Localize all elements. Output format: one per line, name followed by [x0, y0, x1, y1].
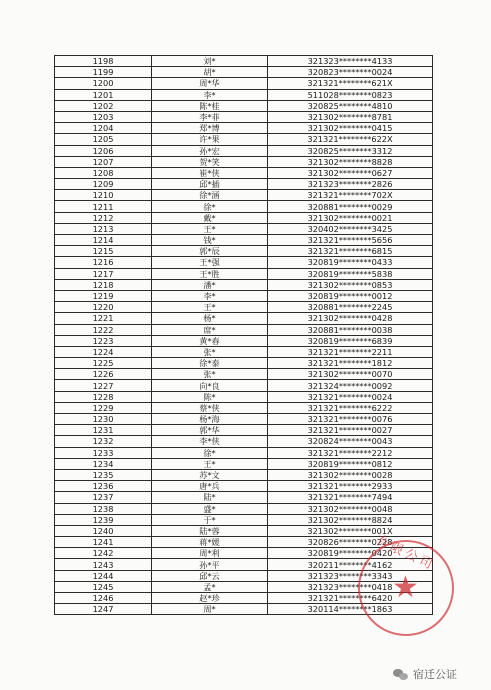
- person-name: 苏*文: [152, 469, 268, 480]
- person-name: 郭*辰: [152, 246, 268, 257]
- row-number: 1208: [55, 167, 152, 178]
- table-row: [55, 100, 433, 111]
- table-row: [55, 279, 433, 290]
- table-row: [55, 380, 433, 391]
- table-row: [55, 436, 433, 447]
- id-number: 321321********621X: [268, 78, 433, 89]
- table-row: [55, 346, 433, 357]
- person-name: 王*胜: [152, 268, 268, 279]
- row-number: 1204: [55, 123, 152, 134]
- row-number: 1201: [55, 89, 152, 100]
- table-row: [55, 313, 433, 324]
- person-name: 孙*平: [152, 559, 268, 570]
- person-name: 于*: [152, 514, 268, 525]
- table-row: [55, 402, 433, 413]
- table-row: [55, 324, 433, 335]
- row-number: 1221: [55, 313, 152, 324]
- id-number: 321321********6420: [268, 593, 433, 604]
- id-number: 321302********0028: [268, 469, 433, 480]
- row-number: 1219: [55, 290, 152, 301]
- row-number: 1236: [55, 481, 152, 492]
- row-number: 1234: [55, 458, 152, 469]
- id-number: 321302********8824: [268, 514, 433, 525]
- person-name: 张*: [152, 346, 268, 357]
- id-number: 320881********0038: [268, 324, 433, 335]
- table-row: [55, 246, 433, 257]
- person-name: 蒋*媛: [152, 537, 268, 548]
- company-seal: [358, 532, 454, 636]
- person-name: 蔡*侠: [152, 402, 268, 413]
- id-number: 320826********0228: [268, 537, 433, 548]
- person-name: 陈*桂: [152, 100, 268, 111]
- person-name: 周*: [152, 604, 268, 615]
- table-row: [55, 268, 433, 279]
- person-name: 郭*华: [152, 425, 268, 436]
- id-number: 320881********0029: [268, 201, 433, 212]
- row-number: 1233: [55, 447, 152, 458]
- table-row: [55, 514, 433, 525]
- person-name: 黄*春: [152, 335, 268, 346]
- person-name: 周*利: [152, 548, 268, 559]
- table-row: [55, 223, 433, 234]
- id-number: 321302********0048: [268, 503, 433, 514]
- person-name: 孙*宏: [152, 145, 268, 156]
- table-row: [55, 56, 433, 67]
- id-number: 321321********0027: [268, 425, 433, 436]
- id-number: 321321********6815: [268, 246, 433, 257]
- row-number: 1224: [55, 346, 152, 357]
- id-number: 321323********0418: [268, 581, 433, 592]
- table-row: [55, 212, 433, 223]
- row-number: 1235: [55, 469, 152, 480]
- table-row: [55, 78, 433, 89]
- person-name: 戴*: [152, 212, 268, 223]
- table-row: [55, 145, 433, 156]
- table-row: [55, 67, 433, 78]
- row-number: 1237: [55, 492, 152, 503]
- id-number: 320819********0812: [268, 458, 433, 469]
- row-number: 1241: [55, 537, 152, 548]
- row-number: 1203: [55, 111, 152, 122]
- table-row: [55, 179, 433, 190]
- id-number: 321302********0415: [268, 123, 433, 134]
- person-name: 徐*泰: [152, 358, 268, 369]
- id-number: 321321********622X: [268, 134, 433, 145]
- row-number: 1230: [55, 414, 152, 425]
- table-row: [55, 335, 433, 346]
- id-number: 321302********8828: [268, 156, 433, 167]
- row-number: 1223: [55, 335, 152, 346]
- person-name: 王*: [152, 223, 268, 234]
- seal-ring-text: 有限公司: [372, 532, 438, 574]
- row-number: 1242: [55, 548, 152, 559]
- row-number: 1239: [55, 514, 152, 525]
- wechat-watermark: [393, 666, 457, 682]
- table-row: [55, 469, 433, 480]
- person-name: 李*: [152, 290, 268, 301]
- table-row: [55, 481, 433, 492]
- id-number: 320825********4810: [268, 100, 433, 111]
- id-number: 511028********0823: [268, 89, 433, 100]
- person-name: 杨*: [152, 313, 268, 324]
- person-name: 徐*涵: [152, 190, 268, 201]
- person-name: 李*侠: [152, 436, 268, 447]
- person-name: 孟*: [152, 581, 268, 592]
- id-number: 320819********0433: [268, 257, 433, 268]
- id-number: 321321********5656: [268, 235, 433, 246]
- row-number: 1245: [55, 581, 152, 592]
- id-number: 321321********2933: [268, 481, 433, 492]
- person-name: 陈*: [152, 391, 268, 402]
- table-row: [55, 290, 433, 301]
- id-number: 321323********2826: [268, 179, 433, 190]
- row-number: 1206: [55, 145, 152, 156]
- table-row: [55, 414, 433, 425]
- table-row: [55, 302, 433, 313]
- person-name: 周*华: [152, 78, 268, 89]
- id-number: 321321********702X: [268, 190, 433, 201]
- row-number: 1231: [55, 425, 152, 436]
- person-name: 崔*侠: [152, 167, 268, 178]
- id-number: 321302********0070: [268, 369, 433, 380]
- person-name: 邱*插: [152, 179, 268, 190]
- person-name: 王*: [152, 302, 268, 313]
- person-name: 许*果: [152, 134, 268, 145]
- person-name: 陆*: [152, 492, 268, 503]
- person-name: 杨*海: [152, 414, 268, 425]
- row-number: 1228: [55, 391, 152, 402]
- person-name: 徐*: [152, 201, 268, 212]
- table-row: [55, 358, 433, 369]
- id-number: 320819********0012: [268, 290, 433, 301]
- person-name: 盛*: [152, 503, 268, 514]
- person-name: 李*菲: [152, 111, 268, 122]
- person-name: 胡*: [152, 67, 268, 78]
- id-number: 321321********0076: [268, 414, 433, 425]
- row-number: 1202: [55, 100, 152, 111]
- person-name: 赵*珍: [152, 593, 268, 604]
- table-row: [55, 167, 433, 178]
- table-row: [55, 201, 433, 212]
- wechat-icon: [393, 668, 409, 681]
- id-number: 321302********0627: [268, 167, 433, 178]
- table-row: [55, 123, 433, 134]
- person-name: 郑*博: [152, 123, 268, 134]
- id-number: 321302********001X: [268, 525, 433, 536]
- id-number: 321321********2211: [268, 346, 433, 357]
- table-row: [55, 257, 433, 268]
- id-number: 320402********3425: [268, 223, 433, 234]
- table-row: [55, 190, 433, 201]
- row-number: 1229: [55, 402, 152, 413]
- id-number: 321321********1812: [268, 358, 433, 369]
- id-number: 321323********3343: [268, 570, 433, 581]
- row-number: 1240: [55, 525, 152, 536]
- table-row: [55, 503, 433, 514]
- row-number: 1218: [55, 279, 152, 290]
- row-number: 1232: [55, 436, 152, 447]
- id-number: 321323********4133: [268, 56, 433, 67]
- row-number: 1246: [55, 593, 152, 604]
- id-number: 320824********0043: [268, 436, 433, 447]
- row-number: 1217: [55, 268, 152, 279]
- id-number: 320823********0024: [268, 67, 433, 78]
- id-number: 321321********0024: [268, 391, 433, 402]
- table-row: [55, 111, 433, 122]
- row-number: 1211: [55, 201, 152, 212]
- person-name: 张*: [152, 369, 268, 380]
- person-name: 潘*: [152, 279, 268, 290]
- star-icon: ★: [392, 570, 419, 605]
- table-row: [55, 425, 433, 436]
- row-number: 1200: [55, 78, 152, 89]
- id-number: 320825********3312: [268, 145, 433, 156]
- id-number: 320114********1863: [268, 604, 433, 615]
- id-number: 321302********8781: [268, 111, 433, 122]
- id-number: 320211********4162: [268, 559, 433, 570]
- person-name: 钱*: [152, 235, 268, 246]
- table-row: [55, 89, 433, 100]
- person-name: 李*: [152, 89, 268, 100]
- person-name: 向*良: [152, 380, 268, 391]
- row-number: 1198: [55, 56, 152, 67]
- row-number: 1212: [55, 212, 152, 223]
- person-name: 贺*笑: [152, 156, 268, 167]
- id-number: 320819********0420: [268, 548, 433, 559]
- table-row: [55, 447, 433, 458]
- table-row: [55, 156, 433, 167]
- id-number: 320881********2245: [268, 302, 433, 313]
- row-number: 1207: [55, 156, 152, 167]
- row-number: 1225: [55, 358, 152, 369]
- person-name: 唐*兵: [152, 481, 268, 492]
- person-name: 王*: [152, 458, 268, 469]
- row-number: 1220: [55, 302, 152, 313]
- id-number: 321302********0428: [268, 313, 433, 324]
- row-number: 1209: [55, 179, 152, 190]
- row-number: 1247: [55, 604, 152, 615]
- row-number: 1205: [55, 134, 152, 145]
- table-row: [55, 134, 433, 145]
- row-number: 1214: [55, 235, 152, 246]
- person-name: 席*: [152, 324, 268, 335]
- person-name: 陆*蓉: [152, 525, 268, 536]
- row-number: 1222: [55, 324, 152, 335]
- id-number: 321321********6222: [268, 402, 433, 413]
- id-number: 320819********6839: [268, 335, 433, 346]
- row-number: 1244: [55, 570, 152, 581]
- person-name: 邱*云: [152, 570, 268, 581]
- row-number: 1216: [55, 257, 152, 268]
- row-number: 1227: [55, 380, 152, 391]
- table-row: [55, 458, 433, 469]
- id-number: 321321********2212: [268, 447, 433, 458]
- table-row: [55, 391, 433, 402]
- person-name: 徐*: [152, 447, 268, 458]
- row-number: 1238: [55, 503, 152, 514]
- row-number: 1199: [55, 67, 152, 78]
- person-name: 刘*: [152, 56, 268, 67]
- id-number: 320819********5838: [268, 268, 433, 279]
- row-number: 1226: [55, 369, 152, 380]
- id-number: 321302********0853: [268, 279, 433, 290]
- row-number: 1213: [55, 223, 152, 234]
- table-row: [55, 235, 433, 246]
- person-name: 王*强: [152, 257, 268, 268]
- watermark-label: 宿迁公证: [413, 668, 457, 681]
- row-number: 1215: [55, 246, 152, 257]
- id-number: 321324********0092: [268, 380, 433, 391]
- id-number: 321321********7494: [268, 492, 433, 503]
- id-number: 321302********0021: [268, 212, 433, 223]
- row-number: 1243: [55, 559, 152, 570]
- table-row: [55, 492, 433, 503]
- table-row: [55, 369, 433, 380]
- row-number: 1210: [55, 190, 152, 201]
